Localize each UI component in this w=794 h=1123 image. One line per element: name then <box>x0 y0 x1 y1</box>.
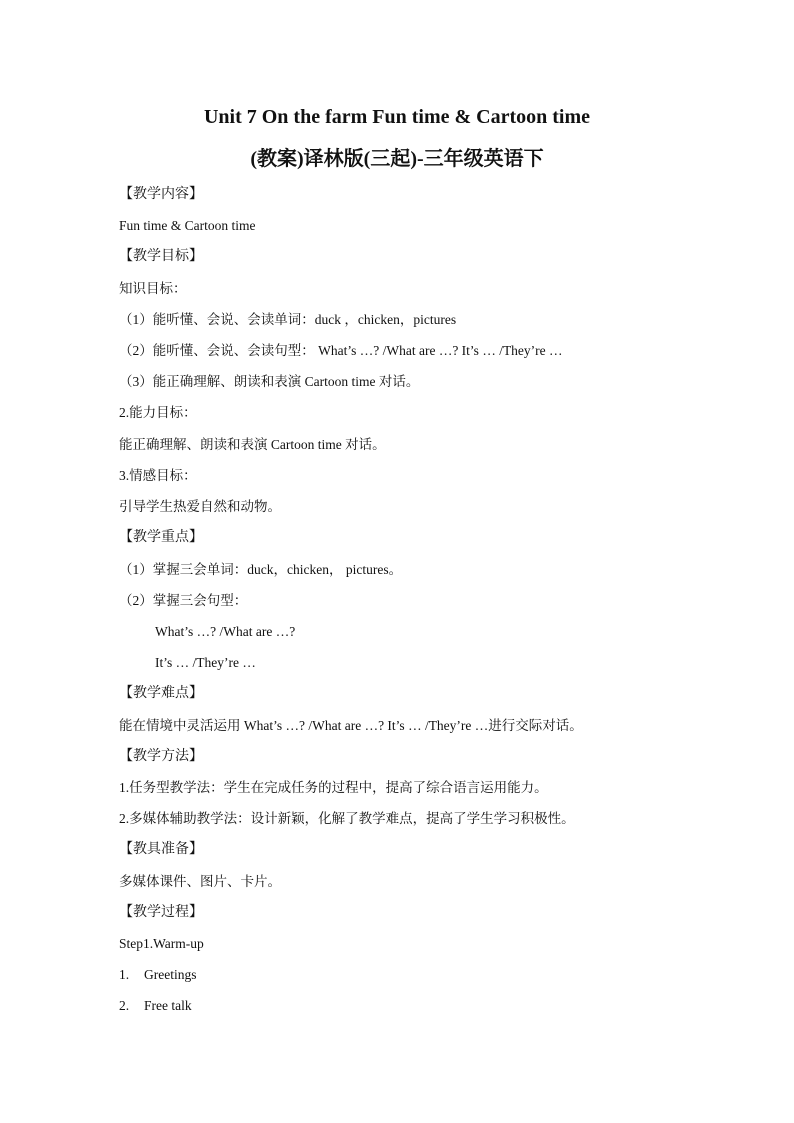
heading-teaching-methods: 【教学方法】 <box>119 749 203 764</box>
list-item-text: Greetings <box>144 967 197 982</box>
list-item-number: 2. <box>119 998 130 1013</box>
step-1-title: Step1.Warm-up <box>119 936 204 951</box>
key-point-1: （1）掌握三会单词：duck，chicken， pictures。 <box>119 562 403 577</box>
document-title: Unit 7 On the farm Fun time & Cartoon time <box>203 106 591 128</box>
list-item-text: Free talk <box>144 998 192 1013</box>
process-list-item-2 <box>119 997 192 1015</box>
difficult-point-text: 能在情境中灵活运用 What’s …? /What are …? It’s … /They’re …进行交际对话。 <box>119 718 583 733</box>
goal-item-3: （3）能正确理解、朗读和表演 Cartoon time 对话。 <box>119 374 420 389</box>
document-subtitle: (教案)译林版(三起)-三年级英语下 <box>250 148 544 170</box>
knowledge-goal-label: 知识目标： <box>119 281 187 296</box>
heading-difficult-points: 【教学难点】 <box>119 686 203 701</box>
key-point-2-sentence-a: What’s …? /What are …? <box>155 624 296 639</box>
heading-key-points: 【教学重点】 <box>119 530 203 545</box>
goal-item-2: （2）能听懂、会说、会读句型： What’s …? /What are …? It’s … /They’re … <box>119 343 563 358</box>
heading-teaching-goals: 【教学目标】 <box>119 249 203 264</box>
emotion-goal-label: 3.情感目标： <box>119 468 197 483</box>
method-item-2: 2.多媒体辅助教学法：设计新颖，化解了教学难点，提高了学生学习积极性。 <box>119 811 575 826</box>
goal-item-1: （1）能听懂、会说、会读单词：duck ，chicken，pictures <box>119 312 457 327</box>
emotion-goal-text: 引导学生热爱自然和动物。 <box>119 499 281 514</box>
ability-goal-label: 2.能力目标： <box>119 405 197 420</box>
method-item-1: 1.任务型教学法：学生在完成任务的过程中，提高了综合语言运用能力。 <box>119 780 548 795</box>
key-point-2-sentence-b: It’s … /They’re … <box>155 655 256 670</box>
teaching-content-text: Fun time & Cartoon time <box>119 218 256 233</box>
list-item-number: 1. <box>119 967 130 982</box>
heading-teaching-process: 【教学过程】 <box>119 905 203 920</box>
heading-teaching-tools: 【教具准备】 <box>119 842 203 857</box>
process-list-item-1 <box>119 966 196 984</box>
teaching-tools-text: 多媒体课件、图片、卡片。 <box>119 874 281 889</box>
ability-goal-text: 能正确理解、朗读和表演 Cartoon time 对话。 <box>119 437 386 452</box>
key-point-2: （2）掌握三会句型： <box>119 593 248 608</box>
heading-teaching-content: 【教学内容】 <box>119 187 203 202</box>
